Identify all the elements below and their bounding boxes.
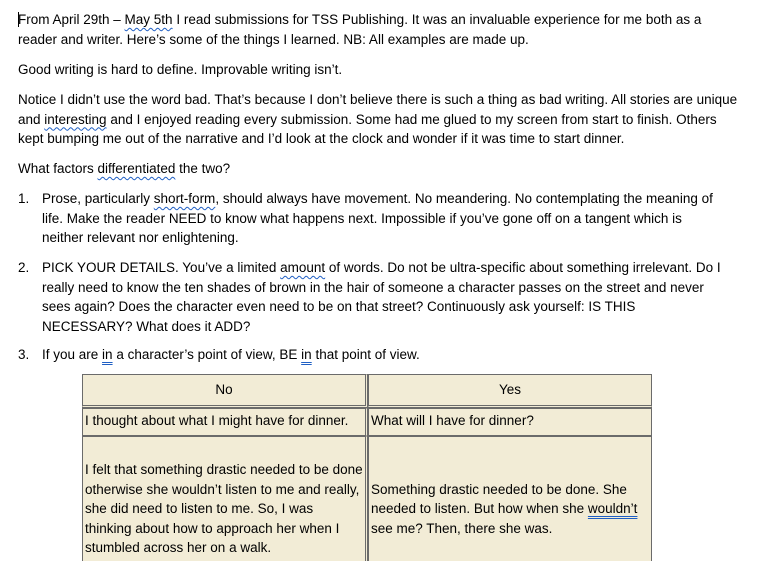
notice-paragraph: Notice I didn’t use the word bad. That’s because I don’t believe there is such a thing as bad writing. All stories are unique and interesting and I enjoyed reading every submission. Some had me glued to my screen from start to finish. Others kept bumping me out of the narrative and I’d look at the clock and wonder if it was time to start dinner. — [18, 92, 738, 146]
list-text: PICK YOUR DETAILS. You’ve a limited amount of words. Do not be ultra-specific about something irrelevant. Do I really need to know the ten shades of brown in the hair of someone a character passes on the street and never sees again? Does the character even need to be on that street? Continuously ask yourself: IS THIS NECESSARY? What does it ADD? — [42, 260, 721, 334]
flagged-word[interactable]: in — [102, 347, 113, 362]
list-number: 3. — [18, 347, 30, 362]
list-text: If you are in a character’s point of view, BE in that point of view. — [42, 347, 420, 362]
blank-line — [371, 441, 649, 461]
flagged-word[interactable]: short-form — [153, 191, 216, 206]
flagged-word[interactable]: wouldn’t — [587, 501, 638, 516]
flagged-word[interactable]: amount — [280, 260, 326, 275]
table-header-row — [82, 374, 652, 408]
cell-no[interactable]: I felt that something drastic needed to be done otherwise she wouldn’t listen to me and really, she did need to listen to me. So, I was thinking about how to approach her when I stumbled across her on a walk. — [82, 436, 368, 561]
cell-no[interactable]: I thought about what I might have for dinner. — [82, 408, 368, 436]
blank-line — [85, 441, 363, 461]
header-no[interactable]: No — [82, 374, 368, 408]
flagged-word[interactable]: in — [301, 347, 312, 362]
list-number: 1. — [18, 191, 30, 206]
list-text: Prose, particularly short-form, should always have movement. No meandering. No contemplating the meaning of life. Make the reader NEED to know what happens next. Impossible if you’ve gone off on a tangent which is neither relevant nor enlightening. — [42, 191, 713, 245]
table-row — [82, 436, 652, 561]
cell-yes[interactable]: What will I have for dinner? — [368, 408, 652, 436]
blank-line — [371, 460, 649, 480]
good-writing-paragraph: Good writing is hard to define. Improvable writing isn’t. — [18, 62, 343, 77]
factors-paragraph: What factors differentiated the two? — [18, 161, 231, 176]
comparison-table — [82, 374, 652, 561]
flagged-date[interactable]: May 5th — [124, 12, 173, 27]
flagged-word-interesting[interactable]: interesting — [44, 111, 107, 127]
list-number: 2. — [18, 260, 30, 275]
table-row — [82, 408, 652, 436]
cell-yes[interactable]: Something drastic needed to be done. She needed to listen. But how when she wouldn’t see me? Then, there she was. — [368, 436, 652, 561]
flagged-word-differentiated[interactable]: differentiated — [97, 161, 176, 176]
intro-paragraph: From April 29th – May 5th I read submissions for TSS Publishing. It was an invaluable experience for me both as a reader and writer. Here’s some of the things I learned. NB: All examples are made up. — [18, 12, 702, 47]
header-yes[interactable]: Yes — [368, 374, 652, 408]
